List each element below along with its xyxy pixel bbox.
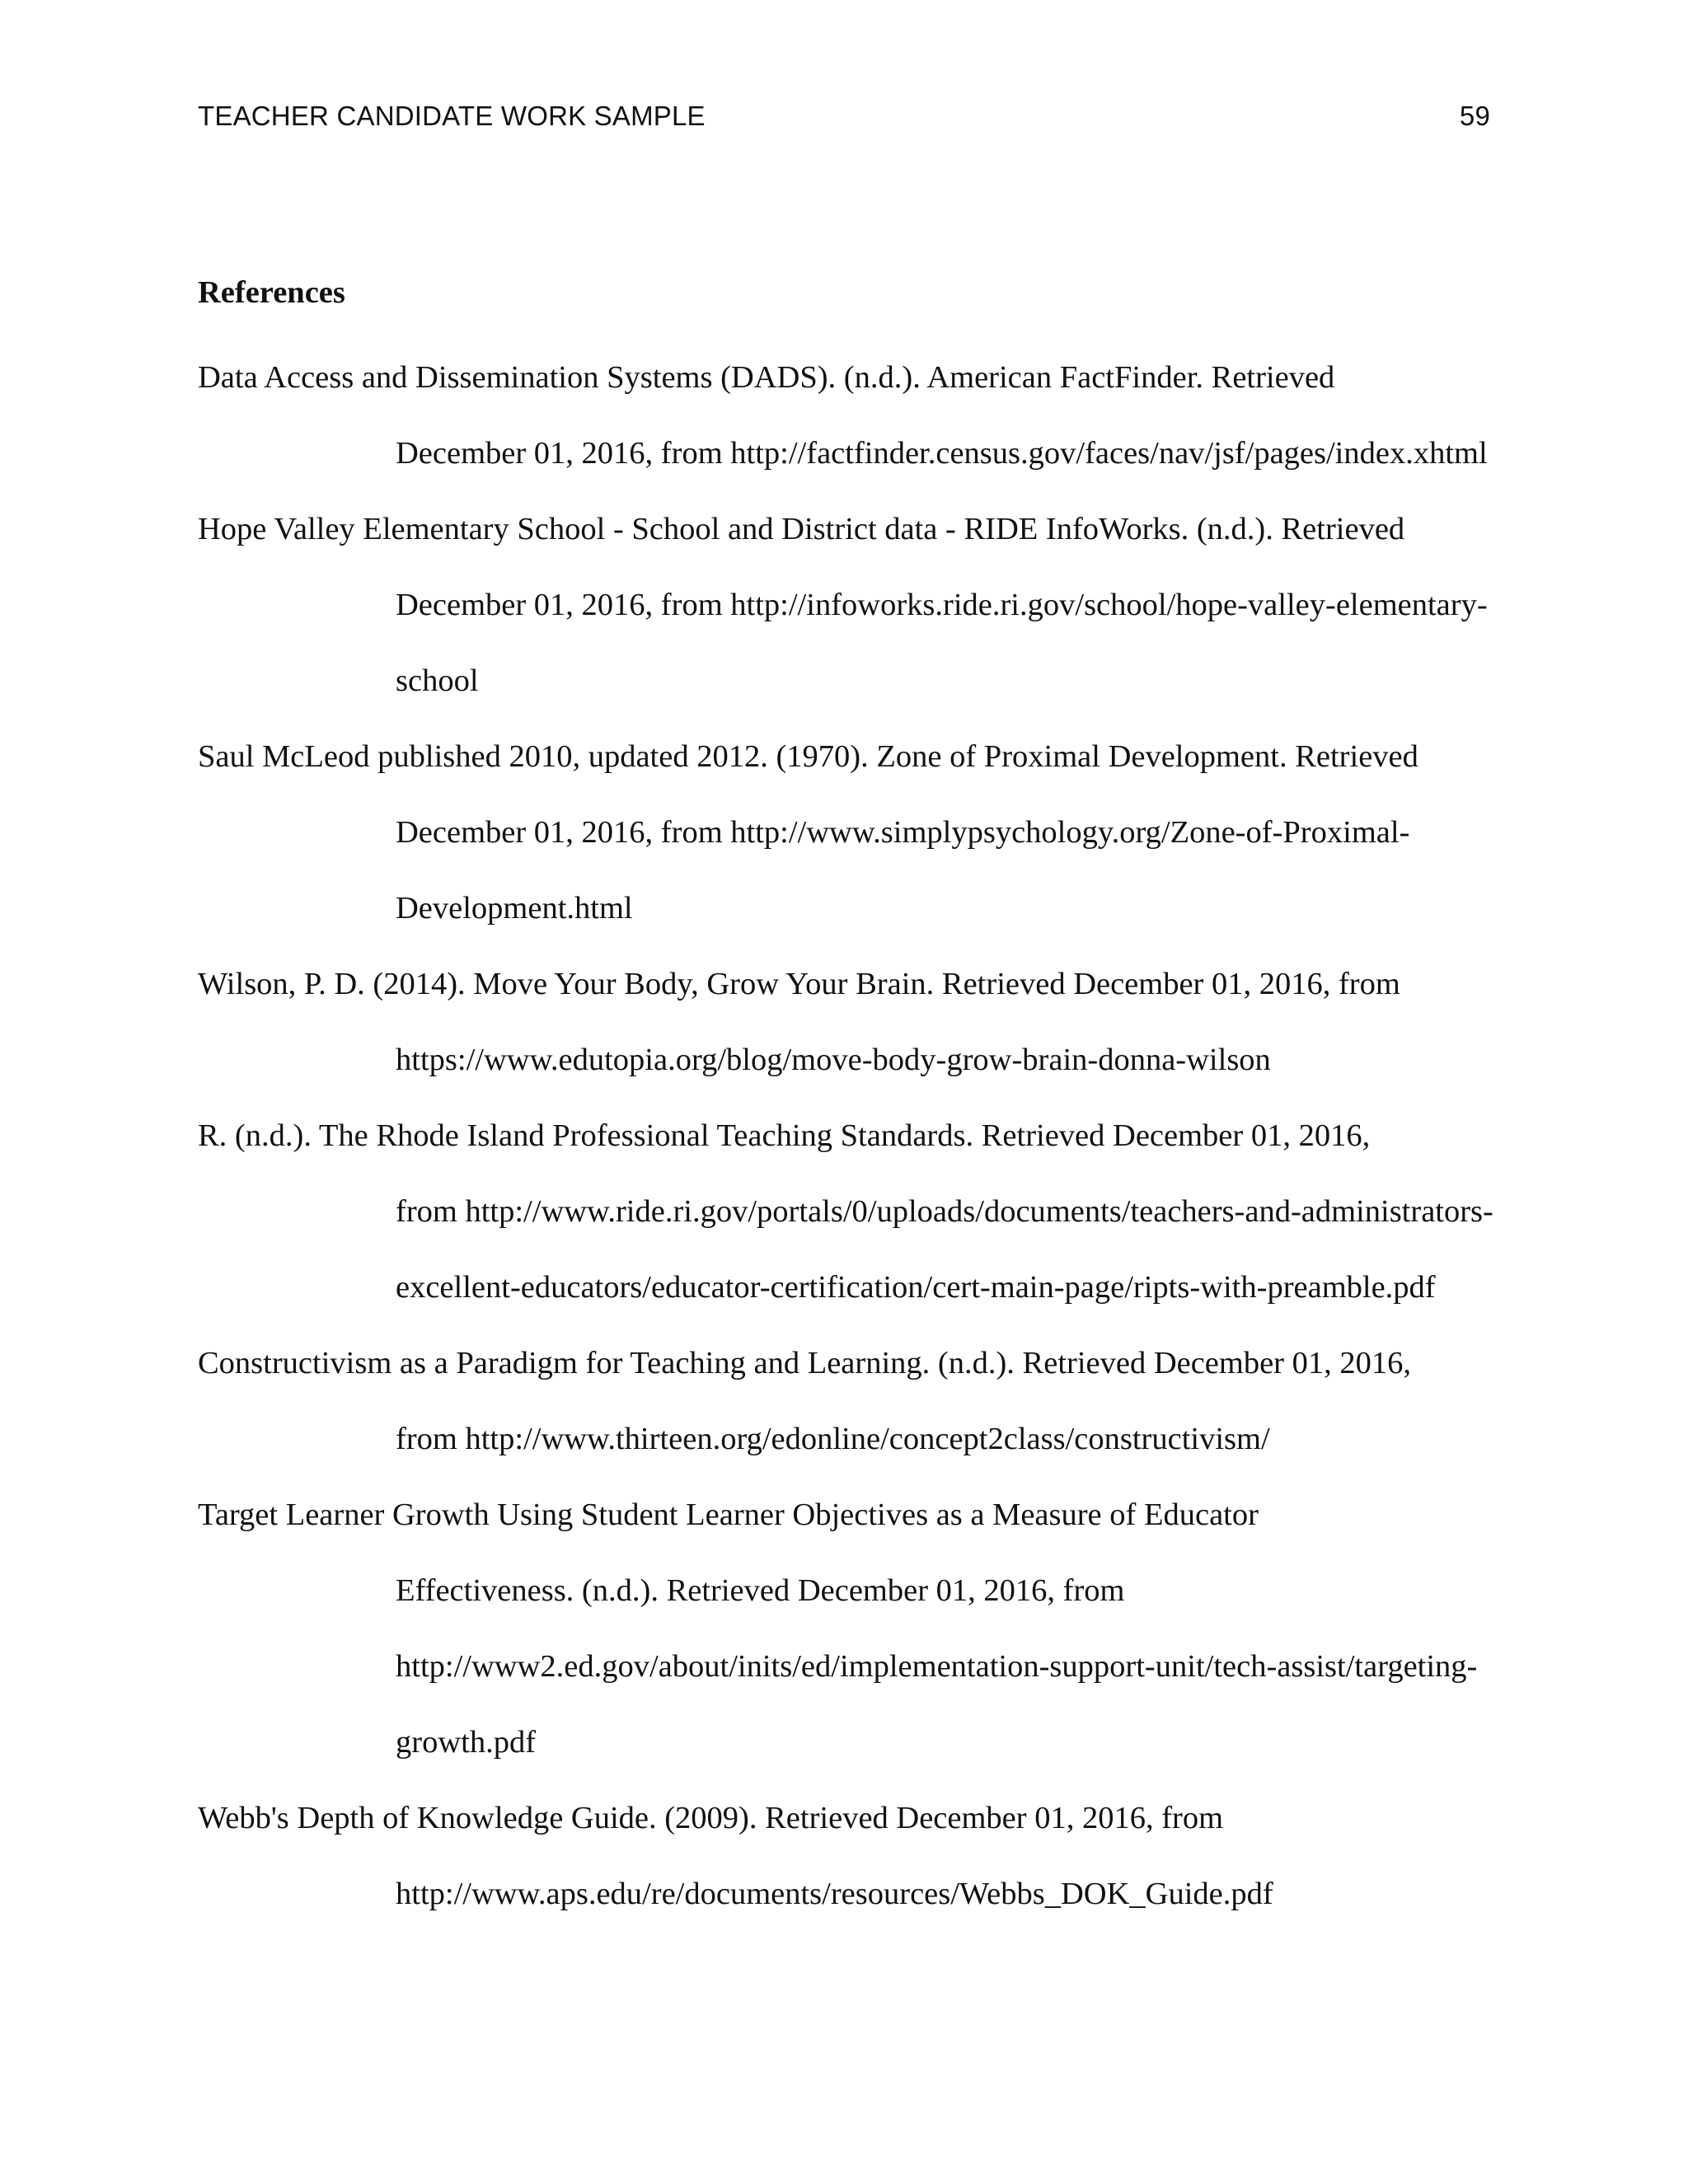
reference-line: Wilson, P. D. (2014). Move Your Body, Grow Your Brain. Retrieved December 01, 2016, from <box>198 967 1400 1001</box>
reference-line: Development.html <box>396 891 633 926</box>
reference-entry <box>198 946 1500 1098</box>
references-heading: References <box>198 275 345 310</box>
reference-line: http://www2.ed.gov/about/inits/ed/implementation-support-unit/tech-assist/targeting- <box>396 1649 1478 1684</box>
reference-entry <box>198 1325 1500 1477</box>
reference-line: Effectiveness. (n.d.). Retrieved December 01, 2016, from <box>396 1573 1125 1608</box>
reference-entry <box>198 1477 1500 1780</box>
reference-line: from http://www.ride.ri.gov/portals/0/uploads/documents/teachers-and-administrators- <box>396 1194 1493 1229</box>
reference-entry <box>198 491 1500 719</box>
page-number: 59 <box>1459 101 1490 131</box>
references-section <box>198 264 1500 1932</box>
reference-entry <box>198 340 1500 491</box>
reference-list <box>198 340 1500 1932</box>
running-head <box>198 101 1490 132</box>
reference-line: Saul McLeod published 2010, updated 2012. (1970). Zone of Proximal Development. Retrieved <box>198 739 1418 774</box>
reference-line: growth.pdf <box>396 1725 537 1760</box>
reference-line: December 01, 2016, from http://www.simplypsychology.org/Zone-of-Proximal- <box>396 815 1410 850</box>
reference-line: Hope Valley Elementary School - School and District data - RIDE InfoWorks. (n.d.). Retrieved <box>198 512 1405 546</box>
reference-line: R. (n.d.). The Rhode Island Professional Teaching Standards. Retrieved December 01, 2016, <box>198 1118 1371 1153</box>
reference-entry <box>198 1780 1500 1932</box>
reference-line: December 01, 2016, from http://factfinder.census.gov/faces/nav/jsf/pages/index.xhtml <box>396 436 1488 471</box>
reference-line: Constructivism as a Paradigm for Teaching and Learning. (n.d.). Retrieved December 01, 2016, <box>198 1346 1412 1380</box>
reference-line: December 01, 2016, from http://infoworks.ride.ri.gov/school/hope-valley-elementary- <box>396 588 1488 622</box>
reference-line: excellent-educators/educator-certification/cert-main-page/ripts-with-preamble.pdf <box>396 1270 1436 1305</box>
running-head-title: TEACHER CANDIDATE WORK SAMPLE <box>198 101 706 131</box>
reference-line: Data Access and Dissemination Systems (DADS). (n.d.). American FactFinder. Retrieved <box>198 360 1335 395</box>
reference-line: school <box>396 663 479 698</box>
reference-line: http://www.aps.edu/re/documents/resources/Webbs_DOK_Guide.pdf <box>396 1877 1273 1911</box>
reference-line: from http://www.thirteen.org/edonline/concept2class/constructivism/ <box>396 1422 1270 1456</box>
reference-line: https://www.edutopia.org/blog/move-body-grow-brain-donna-wilson <box>396 1043 1271 1077</box>
reference-entry <box>198 719 1500 946</box>
reference-line: Target Learner Growth Using Student Learner Objectives as a Measure of Educator <box>198 1497 1259 1532</box>
reference-entry <box>198 1098 1500 1325</box>
reference-line: Webb's Depth of Knowledge Guide. (2009). Retrieved December 01, 2016, from <box>198 1801 1224 1835</box>
